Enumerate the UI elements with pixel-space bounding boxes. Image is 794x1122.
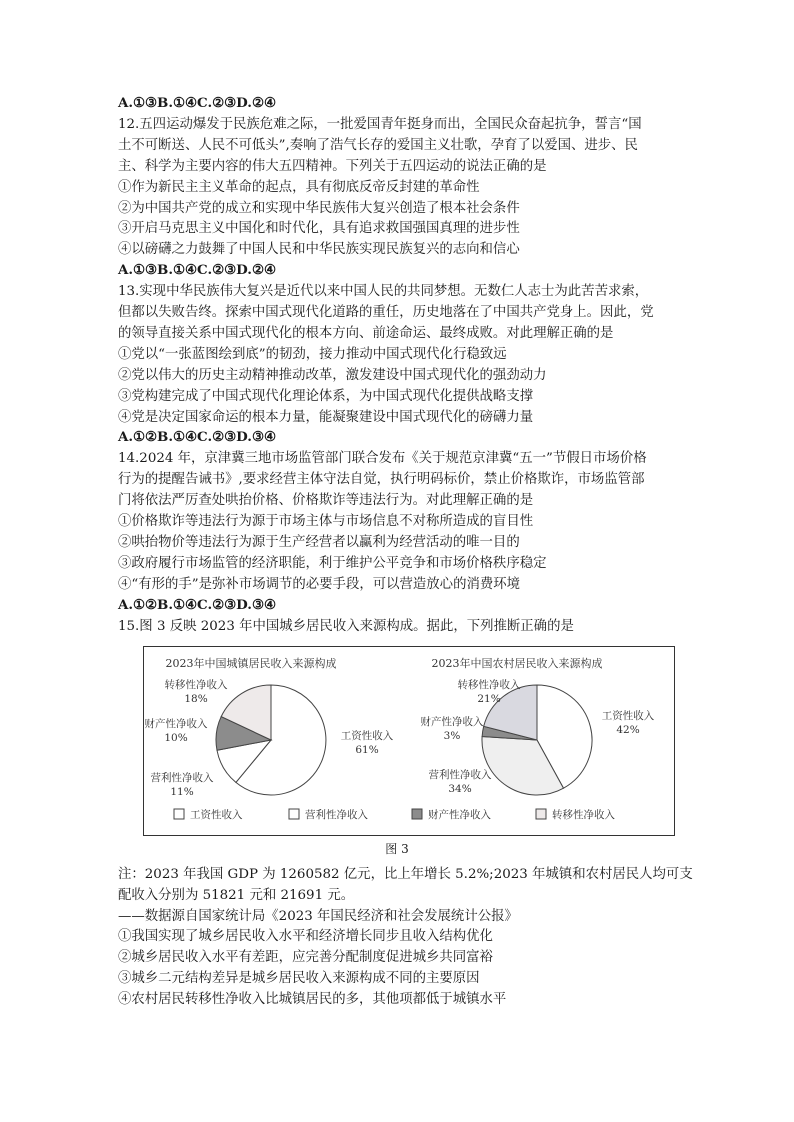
legend-swatch bbox=[289, 809, 299, 819]
slice-label: 转移性净收入 bbox=[164, 679, 228, 691]
text-line: 行为的提醒告诫书》,要求经营主体守法自觉，执行明码标价，禁止价格欺诈，市场监管部 bbox=[118, 472, 645, 488]
pie-title: 2023年中国城镇居民收入来源构成 bbox=[165, 657, 337, 670]
pie-charts bbox=[144, 647, 674, 835]
text-line: ①作为新民主主义革命的起点，具有彻底反帝反封建的革命性 bbox=[118, 179, 480, 195]
text-line: 注：2023 年我国 GDP 为 1260582 亿元，比上年增长 5.2%;2023 年城镇和农村居民人均可支 bbox=[118, 867, 693, 882]
text-line: 主、科学为主要内容的伟大五四精神。下列关于五四运动的说法正确的是 bbox=[118, 158, 547, 174]
text-line: 15.图 3 反映 2023 年中国城乡居民收入来源构成。据此，下列推断正确的是 bbox=[118, 618, 574, 634]
slice-value: 18% bbox=[184, 693, 208, 705]
text-line: ①党以“一张蓝图绘到底”的韧劲，接力推动中国式现代化行稳致远 bbox=[118, 346, 507, 362]
text-line: ②党以伟大的历史主动精神推动改革，激发建设中国式现代化的强劲动力 bbox=[118, 367, 547, 383]
text-line: ④“有形的手”是弥补市场调节的必要手段，可以营造放心的消费环境 bbox=[118, 576, 521, 592]
text-line: ④以磅礴之力鼓舞了中国人民和中华民族实现民族复兴的志向和信心 bbox=[118, 242, 520, 258]
text-line: 12.五四运动爆发于民族危难之际，一批爱国青年挺身而出，全国民众奋起抗争，誓言“国 bbox=[118, 116, 642, 132]
text-line: ③政府履行市场监管的经济职能，利于维护公平竞争和市场价格秩序稳定 bbox=[118, 555, 547, 571]
slice-label: 转移性净收入 bbox=[457, 679, 521, 691]
text-line: ④农村居民转移性净收入比城镇居民的多，其他项都低于城镇水平 bbox=[118, 991, 507, 1007]
pie-title: 2023年中国农村居民收入来源构成 bbox=[431, 657, 603, 670]
legend-swatch bbox=[412, 809, 422, 819]
slice-value: 10% bbox=[164, 732, 188, 744]
legend-label: 工资性收入 bbox=[190, 809, 243, 821]
slice-label: 财产性净收入 bbox=[420, 716, 484, 728]
slice-label: 工资性收入 bbox=[601, 710, 655, 722]
text-line: A.①③B.①④C.②③D.②④ bbox=[118, 262, 276, 279]
slice-value: 61% bbox=[355, 744, 379, 756]
slice-value: 21% bbox=[477, 693, 501, 705]
slice-label: 工资性收入 bbox=[340, 730, 394, 742]
legend-swatch bbox=[174, 809, 184, 819]
text-line: A.①②B.①④C.②③D.③④ bbox=[118, 596, 276, 613]
slice-value: 34% bbox=[448, 783, 472, 795]
text-line: ②为中国共产党的成立和实现中华民族伟大复兴创造了根本社会条件 bbox=[118, 200, 520, 216]
text-line: 门将依法严厉查处哄抬价格、价格欺诈等违法行为。对此理解正确的是 bbox=[118, 493, 534, 509]
text-line: ——数据源自国家统计局《2023 年国民经济和社会发展统计公报》 bbox=[118, 908, 518, 924]
text-line: 土不可断送、人民不可低头”,奏响了浩气长存的爱国主义壮歌，孕育了以爱国、进步、民 bbox=[118, 137, 638, 153]
slice-label: 营利性净收入 bbox=[150, 772, 214, 784]
slice-value: 11% bbox=[170, 786, 194, 798]
slice-value: 42% bbox=[616, 724, 640, 736]
slice-label: 营利性净收入 bbox=[428, 769, 492, 781]
legend-label: 转移性净收入 bbox=[552, 809, 615, 821]
text-line: ④党是决定国家命运的根本力量，能凝聚建设中国式现代化的磅礴力量 bbox=[118, 409, 534, 425]
text-line: ①我国实现了城乡居民收入水平和经济增长同步且收入结构优化 bbox=[118, 929, 493, 945]
text-line: ③党构建完成了中国式现代化理论体系，为中国式现代化提供战略支撑 bbox=[118, 388, 534, 404]
text-line: 14.2024 年，京津冀三地市场监管部门联合发布《关于规范京津冀“五一”节假日市场价格 bbox=[118, 451, 647, 467]
text-line: ③开启马克思主义中国化和时代化，具有追求救国强国真理的进步性 bbox=[118, 221, 520, 237]
text-line: ②哄抬物价等违法行为源于生产经营者以赢利为经营活动的唯一目的 bbox=[118, 534, 520, 550]
text-line: A.①②B.①④C.②③D.③④ bbox=[118, 429, 276, 446]
text-line: 的领导直接关系中国式现代化的根本方向、前途命运、最终成败。对此理解正确的是 bbox=[118, 325, 614, 341]
figure-caption: 图 3 bbox=[385, 842, 409, 856]
text-line: 但都以失败告终。探索中国式现代化道路的重任，历史地落在了中国共产党身上。因此，党 bbox=[118, 305, 654, 320]
text-line: ②城乡居民收入水平有差距，应完善分配制度促进城乡共同富裕 bbox=[118, 950, 493, 966]
text-line: A.①③B.①④C.②③D.②④ bbox=[118, 95, 276, 111]
legend-label: 财产性净收入 bbox=[428, 809, 491, 821]
text-line: ①价格欺诈等违法行为源于市场主体与市场信息不对称所造成的盲目性 bbox=[118, 514, 534, 529]
text-line: 13.实现中华民族伟大复兴是近代以来中国人民的共同梦想。无数仁人志士为此苦苦求索， bbox=[118, 284, 649, 300]
slice-label: 财产性净收入 bbox=[144, 718, 208, 730]
slice-value: 3% bbox=[443, 730, 461, 742]
legend-swatch bbox=[536, 809, 546, 819]
text-line: ③城乡二元结构差异是城乡居民收入来源构成不同的主要原因 bbox=[118, 971, 480, 986]
legend-label: 营利性净收入 bbox=[305, 809, 368, 821]
text-line: 配收入分别为 51821 元和 21691 元。 bbox=[118, 887, 355, 903]
figure-3 bbox=[143, 646, 675, 836]
